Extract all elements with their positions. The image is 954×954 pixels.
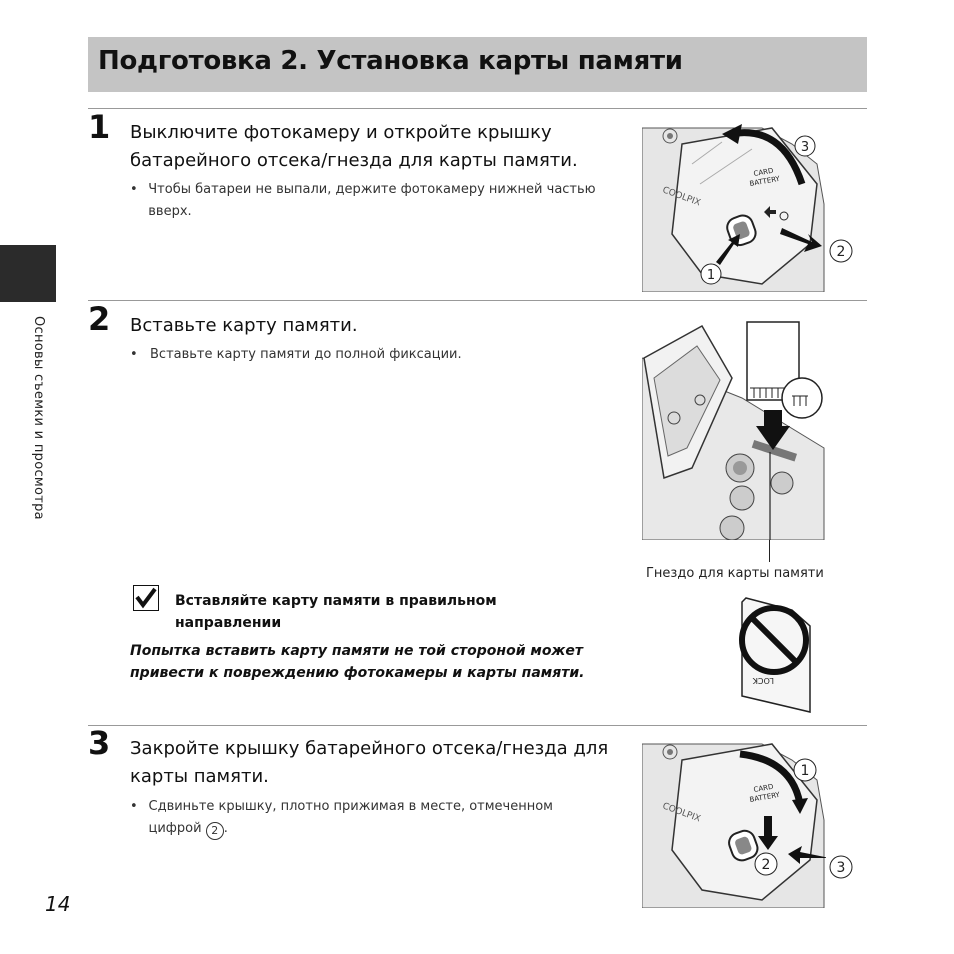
step-number: 1	[88, 108, 111, 146]
step-title: Выключите фотокамеру и откройте крышку батарейного отсека/гнезда для карты памяти.	[130, 122, 578, 171]
callout-3: 3	[800, 140, 810, 155]
step-title: Закройте крышку батарейного отсека/гнезда для карты памяти.	[130, 738, 609, 787]
section-tab	[0, 245, 56, 302]
figure-caption: Гнездо для карты памяти	[646, 566, 824, 581]
callout-1: 1	[800, 763, 810, 779]
ref-callout: 2	[206, 822, 224, 840]
step-number: 2	[88, 300, 111, 338]
figure-open-cover	[642, 124, 826, 292]
note-body: Попытка вставить карту памяти не той стороной может привести к повреждению фотокамеры и карты памяти.	[130, 643, 585, 681]
figure-close-cover	[642, 740, 826, 908]
bullet-text: Чтобы батареи не выпали, держите фотокамеру нижней частью вверх.	[148, 182, 596, 219]
callout-2: 2	[761, 857, 771, 873]
step-bullet: • Чтобы батареи не выпали, держите фотокамеру нижней частью вверх.	[130, 179, 600, 223]
note-title: Вставляйте карту памяти в правильном направлении	[175, 593, 497, 631]
check-mark-icon	[133, 585, 159, 611]
brand-label: COOLPIX	[660, 185, 702, 209]
section-label: Основы съемки и просмотра	[31, 316, 46, 520]
page-title: Подготовка 2. Установка карты памяти	[98, 46, 683, 76]
callout-3: 3	[836, 860, 846, 876]
figure-insert-card	[642, 318, 828, 540]
brand-label: COOLPIX	[660, 801, 702, 825]
caption-leader	[769, 540, 770, 562]
lock-label: LOCK	[752, 676, 774, 685]
figure-wrong-orientation	[732, 596, 816, 714]
title-bar	[88, 37, 867, 92]
divider	[88, 108, 867, 109]
callout-2-badge	[826, 236, 856, 266]
card-label: CARD	[752, 782, 774, 794]
battery-label: BATTERY	[748, 174, 781, 188]
callout-1: 1	[706, 268, 716, 283]
card-label: CARD	[752, 166, 774, 178]
step-bullet: • Вставьте карту памяти до полной фиксации.	[130, 344, 600, 366]
callout-2: 2	[836, 244, 846, 260]
page-number: 14	[45, 892, 71, 916]
step-number: 3	[88, 724, 111, 762]
bullet-text: Вставьте карту памяти до полной фиксации.	[150, 347, 462, 362]
step-title: Вставьте карту памяти.	[130, 315, 358, 336]
divider	[88, 300, 867, 301]
divider	[88, 725, 867, 726]
battery-label: BATTERY	[748, 790, 781, 804]
step-bullet: • Сдвиньте крышку, плотно прижимая в месте, отмеченном цифрой 2 .	[130, 796, 600, 840]
callout-3-badge	[826, 852, 856, 882]
bullet-text: Сдвиньте крышку, плотно прижимая в месте, отмеченном цифрой 2 .	[149, 796, 601, 840]
